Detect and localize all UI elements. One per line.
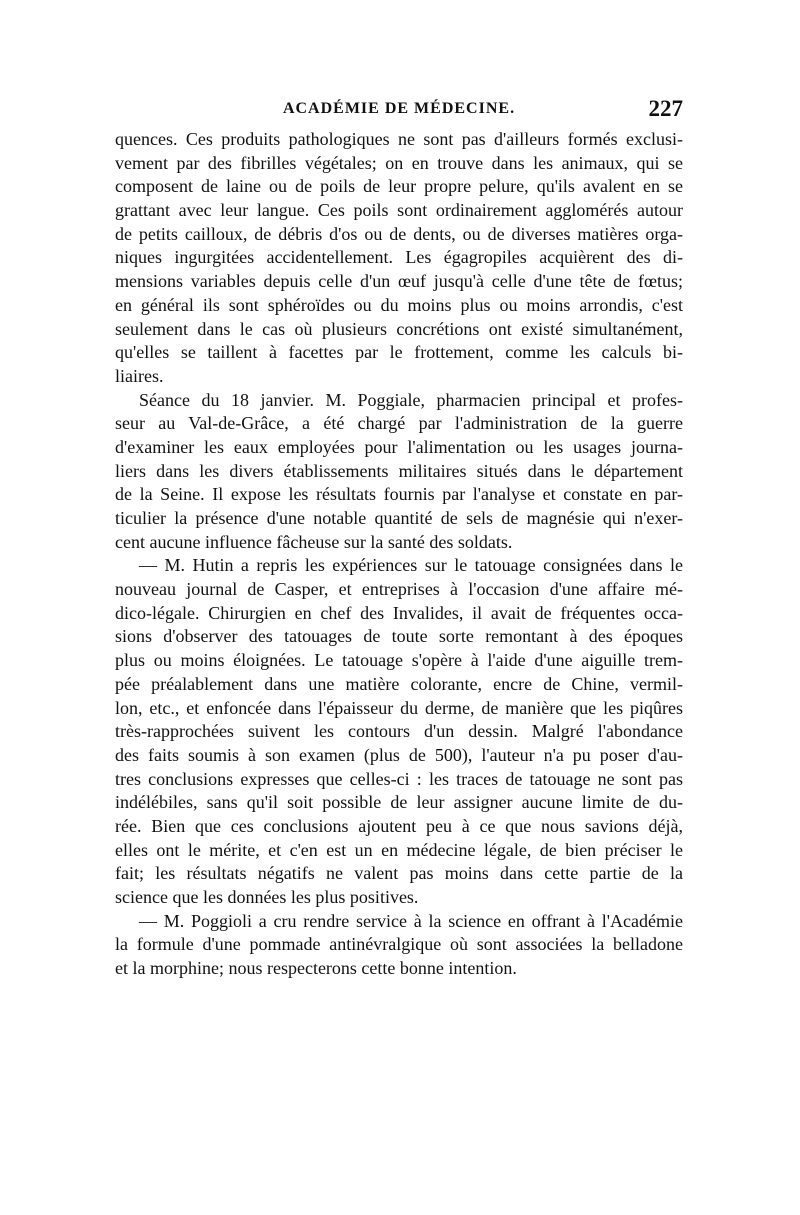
text-line: d'examiner les eaux employées pour l'alimentation ou les usages journa- (115, 436, 683, 457)
text-line: ticulier la présence d'une notable quantité de sels de magnésie qui n'exer- (115, 508, 683, 528)
paragraph (115, 128, 683, 389)
text-line: science que les données les plus positives. (115, 887, 419, 907)
text-line: sions d'observer des tatouages de toute sorte remontant à des époques (115, 626, 683, 647)
text-line: quences. Ces produits pathologiques ne sont pas d'ailleurs formés exclusi- (115, 129, 683, 149)
text-line: fait; les résultats négatifs ne valent pas moins dans cette partie de la (115, 863, 683, 884)
text-line: de petits cailloux, de débris d'os ou de dents, ou de diverses matières orga- (115, 223, 683, 244)
text-line: vement par des fibrilles végétales; on en trouve dans les animaux, qui se (115, 152, 683, 173)
text-line: en général ils sont sphéroïdes ou du moins plus ou moins arrondis, c'est (115, 294, 683, 315)
paragraph (115, 389, 683, 555)
page-number: 227 (648, 96, 683, 121)
text-line: Séance du 18 janvier. M. Poggiale, pharmacien principal et profes- (139, 389, 683, 410)
text-line: seulement dans le cas où plusieurs concrétions ont existé simultanément, (115, 318, 683, 339)
text-line: la formule d'une pommade antinévralgique où sont associées la belladone (115, 934, 683, 955)
text-line: qu'elles se taillent à facettes par le frottement, comme les calculs bi- (115, 342, 683, 363)
paragraph (115, 910, 683, 981)
text-line: cent aucune influence fâcheuse sur la santé des soldats. (115, 531, 513, 552)
text-line: nouveau journal de Casper, et entreprises à l'occasion d'une affaire mé- (115, 579, 683, 600)
text-line: elles ont le mérite, et c'en est un en médecine légale, de bien préciser le (115, 839, 683, 860)
body-text (115, 128, 683, 981)
text-line: liers dans les divers établissements militaires situés dans le département (115, 460, 683, 481)
text-line: pée préalablement dans une matière colorante, encre de Chine, vermil- (115, 673, 683, 694)
text-line: très-rapprochées suivent les contours d'un dessin. Malgré l'abondance (115, 721, 683, 742)
text-line: — M. Poggioli a cru rendre service à la science en offrant à l'Académie (139, 910, 683, 931)
text-line: liaires. (115, 365, 164, 386)
paragraph (115, 554, 683, 909)
text-line: des faits soumis à son examen (plus de 500), l'auteur n'a pu poser d'au- (115, 744, 683, 765)
text-line: lon, etc., et enfoncée dans l'épaisseur du derme, de manière que les piqûres (115, 697, 683, 718)
text-line: grattant avec leur langue. Ces poils sont ordinairement agglomérés autour (115, 200, 683, 221)
text-line: mensions variables depuis celle d'un œuf jusqu'à celle d'une tête de fœtus; (115, 271, 683, 292)
text-line: dico-légale. Chirurgien en chef des Invalides, il avait de fréquentes occa- (115, 602, 683, 623)
text-line: composent de laine ou de poils de leur propre pelure, qu'ils avalent en se (115, 176, 683, 197)
text-line: indélébiles, sans qu'il soit possible de leur assigner aucune limite de du- (115, 792, 683, 813)
text-line: tres conclusions expresses que celles-ci : les traces de tatouage ne sont pas (115, 768, 683, 789)
text-line: de la Seine. Il expose les résultats fournis par l'analyse et constate en par- (115, 484, 683, 505)
text-line: — M. Hutin a repris les expériences sur le tatouage consignées dans le (139, 555, 683, 576)
text-line: rée. Bien que ces conclusions ajoutent peu à ce que nous savions déjà, (115, 815, 683, 836)
running-title: ACADÉMIE DE MÉDECINE. (282, 100, 516, 117)
text-line: niques ingurgitées accidentellement. Les égagropiles acquièrent des di- (115, 247, 683, 268)
text-line: et la morphine; nous respecterons cette bonne intention. (115, 958, 517, 979)
running-head (115, 96, 683, 126)
text-line: seur au Val-de-Grâce, a été chargé par l'administration de la guerre (115, 413, 683, 434)
text-line: plus ou moins éloignées. Le tatouage s'opère à l'aide d'une aiguille trem- (115, 650, 683, 671)
